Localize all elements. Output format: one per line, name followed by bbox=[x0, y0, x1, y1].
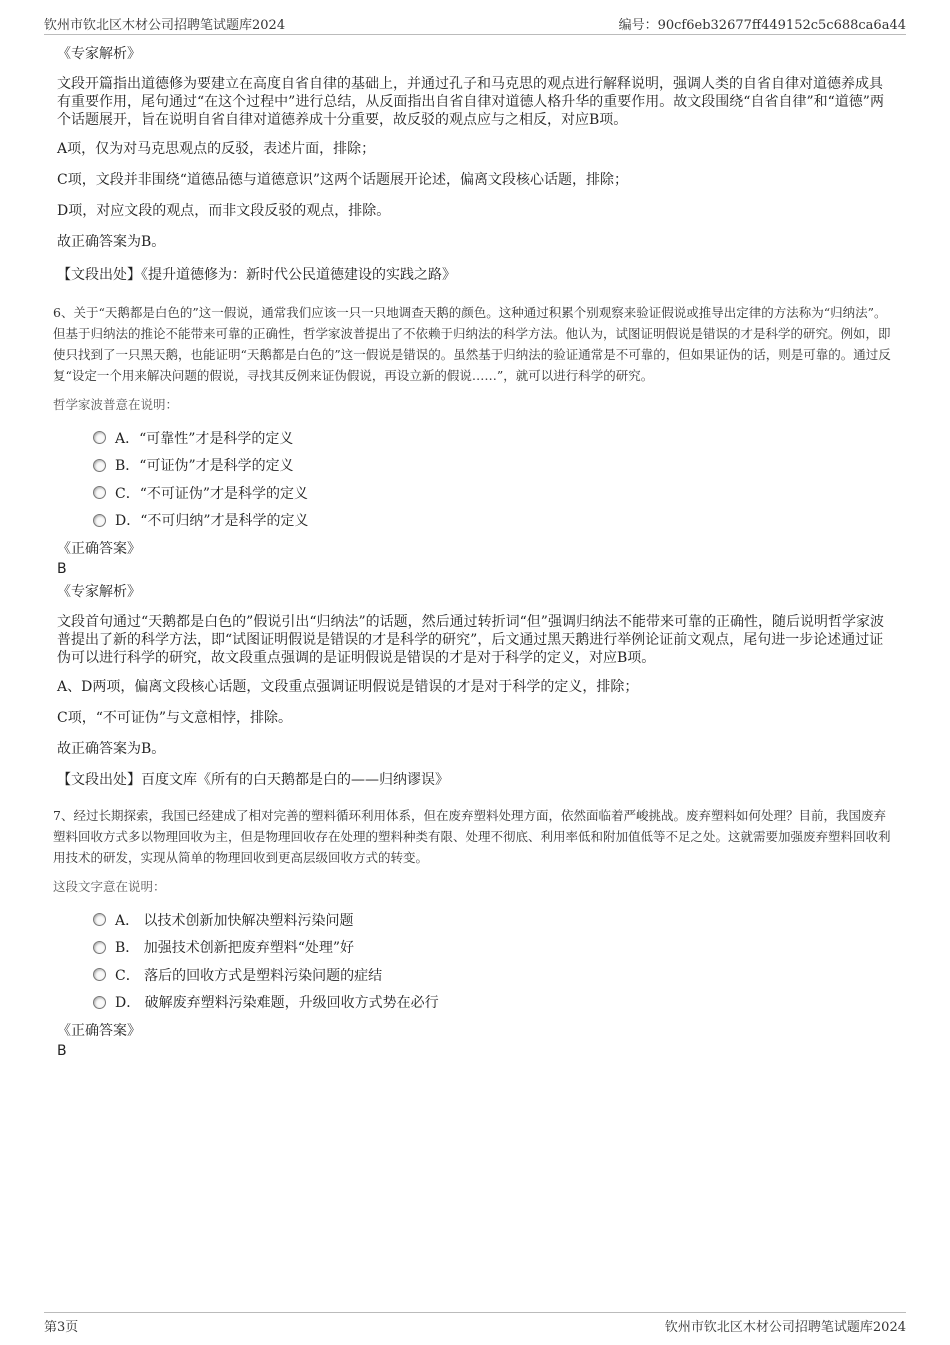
question-stem: 6、关于“天鹅都是白色的”这一假说，通常我们应该一只一只地调查天鹅的颜色。这种通过积累个别观察来验证假说或推导出定律的方法称为“归纳法”。但基于归纳法的推论不能带来可靠的正确性，哲学家波普提出了不依赖于归纳法的科学方法。他认为，试图证明假说是错误的才是科学的研究。例如，即使只找到了一只黑天鹅，也能证明“天鹅都是白色的”这一假说是错误的。虽然基于归纳法的验证通常是不可靠的，但如果证伪的话，则是可靠的。通过反复“设定一个用来解决问题的假说，寻找其反例来证伪假说，再设立新的假说……”，就可以进行科学的研究。 bbox=[53, 305, 891, 383]
question-7 bbox=[53, 805, 892, 1016]
analysis-conclusion: 故正确答案为B。 bbox=[57, 234, 166, 250]
option-b[interactable] bbox=[93, 452, 892, 480]
q7-answer bbox=[57, 1021, 892, 1061]
answer-label: 《正确答案》 bbox=[57, 541, 141, 557]
question-prompt: 这段文字意在说明： bbox=[53, 879, 166, 894]
radio-icon[interactable] bbox=[93, 913, 106, 926]
analysis-label: 《专家解析》 bbox=[57, 46, 141, 62]
page-number: 第3页 bbox=[44, 1320, 79, 1335]
option-label: D． 破解废弃塑料污染难题，升级回收方式势在必行 bbox=[115, 995, 439, 1012]
answer-value: B bbox=[57, 1043, 67, 1059]
analysis-note-a: A项，仅为对马克思观点的反驳，表述片面，排除； bbox=[57, 141, 376, 157]
analysis-note-d: D项，对应文段的观点，而非文段反驳的观点，排除。 bbox=[57, 203, 391, 219]
option-c[interactable] bbox=[93, 479, 892, 507]
option-label: B．“可证伪”才是科学的定义 bbox=[115, 458, 294, 475]
radio-icon[interactable] bbox=[93, 486, 106, 499]
radio-icon[interactable] bbox=[93, 996, 106, 1009]
radio-icon[interactable] bbox=[93, 431, 106, 444]
page-header bbox=[44, 12, 906, 35]
option-b[interactable] bbox=[93, 934, 892, 962]
radio-icon[interactable] bbox=[93, 968, 106, 981]
option-list bbox=[93, 424, 892, 534]
answer-value: B bbox=[57, 561, 67, 577]
option-a[interactable] bbox=[93, 424, 892, 452]
analysis-body: 文段开篇指出道德修为要建立在高度自省自律的基础上，并通过孔子和马克思的观点进行解释说明，强调人类的自省自律对道德养成具有重要作用，尾句通过“在这个过程中”进行总结，从反面指出自省自律对道德人格升华的重要作用。故文段围绕“自省自律”和“道德”两个话题展开，旨在说明自省自律对道德养成十分重要，故反驳的观点应与之相反，对应B项。 bbox=[57, 76, 884, 128]
radio-icon[interactable] bbox=[93, 941, 106, 954]
page-footer bbox=[44, 1312, 906, 1333]
radio-icon[interactable] bbox=[93, 459, 106, 472]
option-d[interactable] bbox=[93, 507, 892, 535]
option-c[interactable] bbox=[93, 961, 892, 989]
option-label: C． 落后的回收方式是塑料污染问题的症结 bbox=[115, 967, 383, 984]
question-prompt: 哲学家波普意在说明： bbox=[53, 397, 179, 412]
analysis-note-c: C项，文段并非围绕“道德品德与道德意识”这两个话题展开论述，偏离文段核心话题，排除； bbox=[57, 172, 629, 188]
analysis-source: 【文段出处】百度文库《所有的白天鹅都是白的——归纳谬误》 bbox=[57, 772, 449, 788]
option-d[interactable] bbox=[93, 989, 892, 1017]
option-a[interactable] bbox=[93, 906, 892, 934]
option-label: D．“不可归纳”才是科学的定义 bbox=[115, 513, 309, 530]
option-list bbox=[93, 906, 892, 1016]
question-6 bbox=[53, 302, 892, 534]
question-stem: 7、经过长期探索，我国已经建成了相对完善的塑料循环利用体系，但在废弃塑料处理方面，依然面临着严峻挑战。废弃塑料如何处理？目前，我国废弃塑料回收方式多以物理回收为主，但是物理回收存在处理的塑料种类有限、处理不彻底、利用率低和附加值低等不足之处。这就需要加强废弃塑料回收利用技术的研发，实现从简单的物理回收到更高层级回收方式的转变。 bbox=[53, 808, 891, 865]
q5-analysis bbox=[57, 44, 892, 284]
analysis-note-ad: A、D两项，偏离文段核心话题，文段重点强调证明假说是错误的才是对于科学的定义，排除； bbox=[57, 679, 639, 695]
radio-icon[interactable] bbox=[93, 514, 106, 527]
option-label: B． 加强技术创新把废弃塑料“处理”好 bbox=[115, 940, 355, 957]
option-label: A． 以技术创新加快解决塑料污染问题 bbox=[115, 912, 354, 929]
analysis-label: 《专家解析》 bbox=[57, 584, 141, 600]
footer-title: 钦州市钦北区木材公司招聘笔试题库2024 bbox=[664, 1320, 906, 1335]
option-label: A．“可靠性”才是科学的定义 bbox=[115, 430, 294, 447]
analysis-source: 【文段出处】《提升道德修为：新时代公民道德建设的实践之路》 bbox=[57, 267, 456, 283]
header-title: 钦州市钦北区木材公司招聘笔试题库2024 bbox=[44, 18, 286, 33]
page-content bbox=[53, 44, 892, 1061]
answer-label: 《正确答案》 bbox=[57, 1023, 141, 1039]
analysis-body: 文段首句通过“天鹅都是白色的”假说引出“归纳法”的话题，然后通过转折词“但”强调归纳法不能带来可靠的正确性，随后说明哲学家波普提出了新的科学方法，即“试图证明假说是错误的才是科学的研究”，后文通过黑天鹅进行举例论证前文观点，尾句进一步论述通过证伪可以进行科学的研究，故文段重点强调的是证明假说是错误的才是对于科学的定义，对应B项。 bbox=[57, 614, 884, 666]
analysis-note-c: C项，“不可证伪”与文意相悖，排除。 bbox=[57, 710, 293, 726]
analysis-conclusion: 故正确答案为B。 bbox=[57, 741, 166, 757]
q6-answer bbox=[57, 539, 892, 789]
option-label: C．“不可证伪”才是科学的定义 bbox=[115, 485, 309, 502]
header-serial: 编号：90cf6eb32677ff449152c5c688ca6a44 bbox=[618, 18, 906, 33]
